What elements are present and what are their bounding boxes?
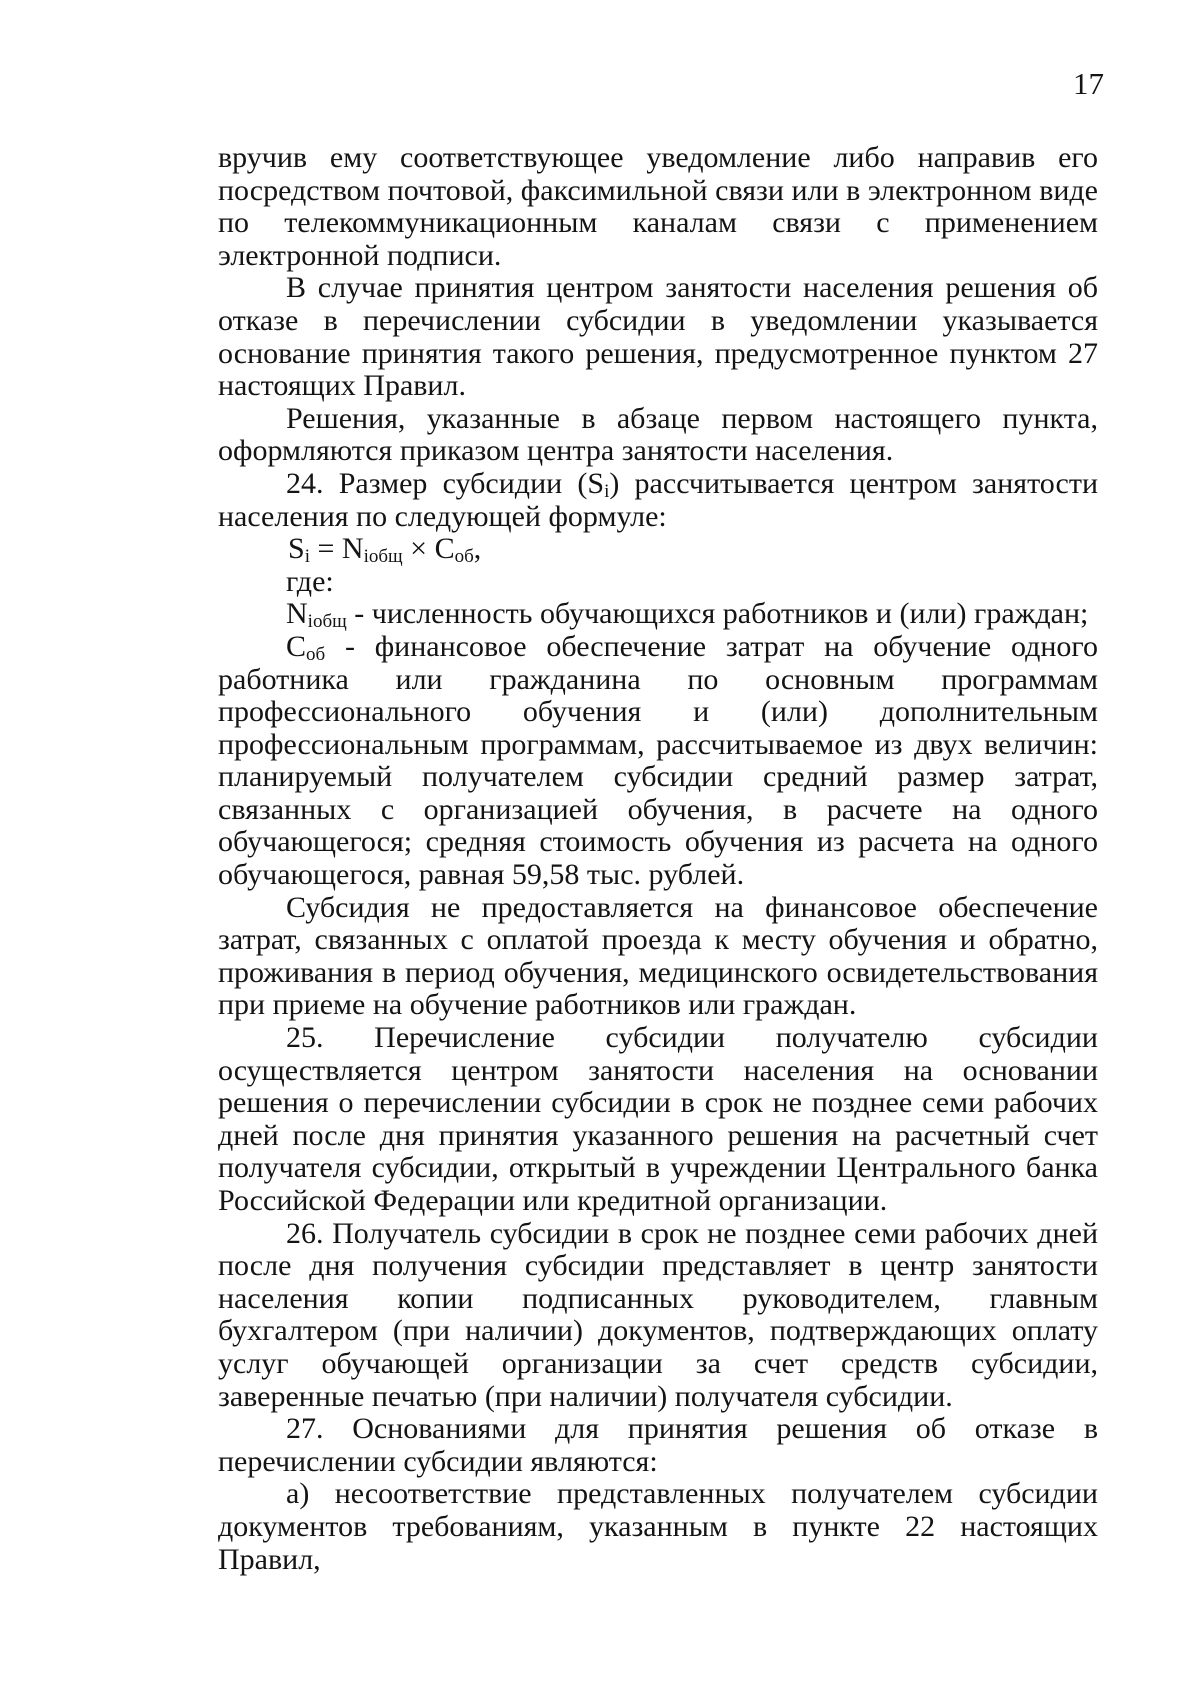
paragraph-24-sub: i (604, 480, 610, 502)
definition-n (218, 598, 1098, 631)
formula-times: × (402, 532, 435, 566)
formula-c-sub: об (454, 546, 474, 568)
paragraph-25: 25. Перечисление субсидии получателю субсидии осуществляется центром занятости населения на основании решения о перечислении субсидии в срок не позднее семи рабочих дней после дня принятия указанного решения на расчетный счет получателя субсидии, открытый в учреждении Центрального банка Российской Федерации или кредитной организации. (218, 1021, 1098, 1217)
paragraph-24 (218, 468, 1098, 533)
formula-s: S (288, 532, 305, 566)
formula-n: N (341, 532, 364, 566)
paragraph-refusal-notice: В случае принятия центром занятости населения решения об отказе в перечислении субсидии в уведомлении указывается основание принятия такого решения, предусмотренное пунктом 27 настоящих Правил. (218, 271, 1098, 403)
paragraph-26: 26. Получатель субсидии в срок не позднее семи рабочих дней после дня получения субсидии представляет в центр занятости населения копии подписанных руководителем, главным бухгалтером (при наличии) документов, подтверждающих оплату услуг обучающей организации за счет средств субсидии, заверенные печатью (при наличии) получателя субсидии. (218, 1216, 1098, 1413)
paragraph-27: 27. Основаниями для принятия решения об отказе в перечислении субсидии являются: (218, 1412, 1098, 1478)
formula-c: C (434, 532, 455, 566)
document-body (218, 142, 1098, 1576)
definition-n-sub: iобщ (307, 611, 347, 633)
definition-c-symbol: С (286, 629, 307, 663)
paragraph-decisions: Решения, указанные в абзаце первом настоящего пункта, оформляются приказом центра занятости населения. (218, 401, 1098, 468)
where-label: где: (286, 564, 334, 598)
paragraph-exclusions: Субсидия не предоставляется на финансовое обеспечение затрат, связанных с оплатой проезда к месту обучения и обратно, проживания в период обучения, медицинского освидетельствования при приеме на обучение работников или граждан. (218, 890, 1098, 1022)
formula-eq: = (309, 532, 342, 566)
formula-end: , (473, 532, 482, 566)
definition-c-text: - финансовое обеспечение затрат на обучение одного работника или гражданина по основным программам профессионального обучения и (или) дополнительным профессиональным программам, рассчитываемое из двух величин: планируемый получателем субсидии средний размер затрат, связанных с организацией обучения, в расчете на одного обучающегося; средняя стоимость обучения из расчета на одного обучающегося, равная 59,58 тыс. рублей. (218, 629, 1098, 892)
definition-c (218, 631, 1098, 892)
paragraph-continuation: вручив ему соответствующее уведомление либо направив его посредством почтовой, факсимильной связи или в электронном виде по телекоммуникационным каналам связи с применением электронной подписи. (218, 141, 1098, 272)
page-number: 17 (1073, 66, 1104, 101)
definition-n-symbol: N (286, 597, 308, 631)
formula (218, 533, 1098, 566)
definition-c-sub: об (306, 643, 326, 665)
formula-s-sub: i (304, 546, 310, 568)
formula-n-sub: iобщ (363, 546, 403, 568)
paragraph-24-end: ) рассчитывается центром занятости населения по следующей формуле: (218, 466, 1099, 533)
definition-n-text: - численность обучающихся работников и (или) граждан; (346, 597, 1089, 631)
paragraph-27a: а) несоответствие представленных получателем субсидии документов требованиям, указанным в пункте 22 настоящих Правил, (218, 1477, 1098, 1576)
paragraph-24-start: 24. Размер субсидии (S (286, 466, 605, 500)
